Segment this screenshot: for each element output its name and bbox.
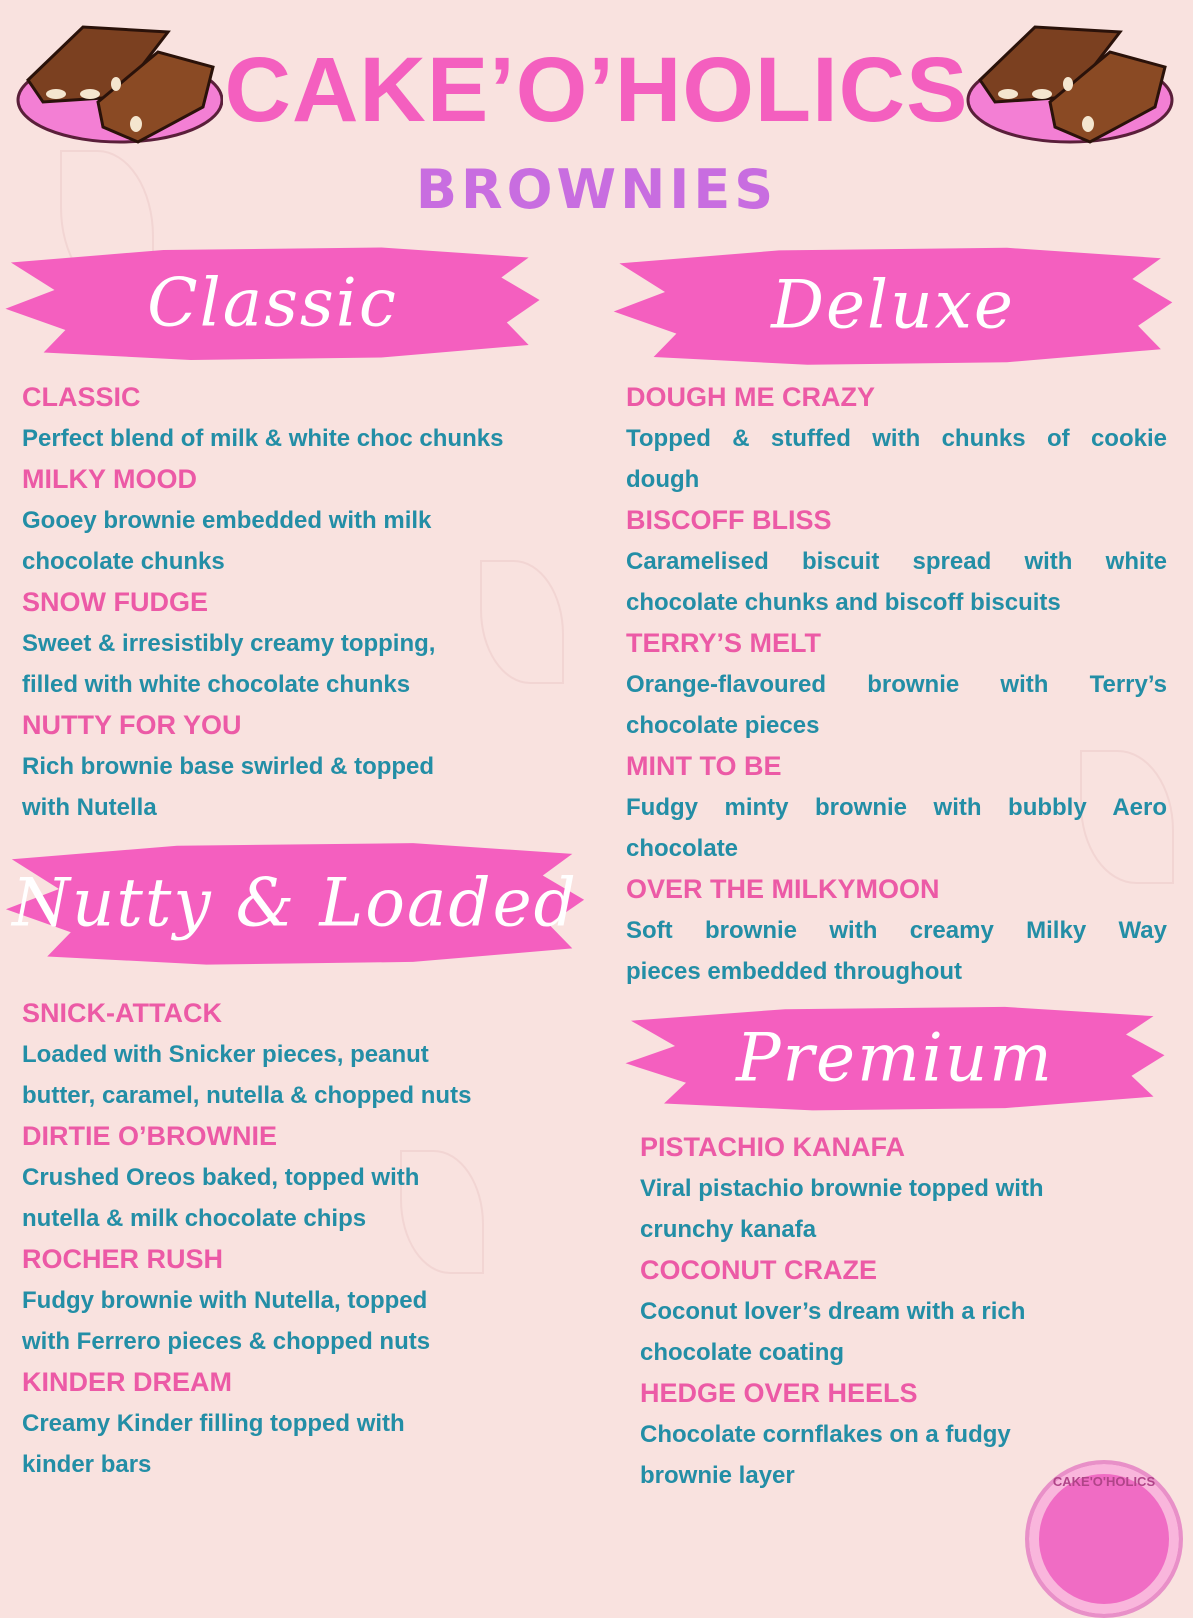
item-description: Creamy Kinder filling topped with — [22, 1410, 405, 1437]
item-description: Topped & stuffed with chunks of cookie — [626, 425, 1167, 452]
section-title: Deluxe — [771, 266, 1015, 344]
menu-item — [22, 993, 582, 1116]
menu-item — [22, 1239, 582, 1362]
item-description: filled with white chocolate chunks — [22, 671, 411, 698]
item-name: MILKY MOOD — [22, 464, 197, 494]
brand-logo — [1025, 1460, 1183, 1618]
item-description: Fudgy brownie with Nutella, topped — [22, 1287, 428, 1314]
menu-item — [640, 1127, 1140, 1250]
item-name: SNICK-ATTACK — [22, 998, 222, 1028]
item-description: kinder bars — [22, 1451, 152, 1478]
menu-item — [22, 377, 582, 459]
section-title: Premium — [736, 1019, 1054, 1096]
section-banner-nutty — [0, 835, 590, 970]
section-items-premium — [640, 1127, 1140, 1496]
section-title: Nutty & Loaded — [12, 864, 578, 941]
menu-item — [626, 869, 1167, 992]
section-items-nutty — [22, 993, 582, 1485]
item-name: OVER THE MILKYMOON — [626, 874, 940, 904]
item-name: KINDER DREAM — [22, 1367, 233, 1397]
item-description: Coconut lover’s dream with a rich — [640, 1298, 1026, 1325]
item-description: Soft brownie with creamy Milky Way — [626, 917, 1167, 944]
brand-title: CAKE’O’HOLICS — [224, 39, 969, 141]
menu-item — [22, 1362, 582, 1485]
menu-item — [626, 500, 1167, 623]
item-name: COCONUT CRAZE — [640, 1255, 877, 1285]
item-name: BISCOFF BLISS — [626, 505, 832, 535]
section-items-classic — [22, 377, 582, 828]
item-name: NUTTY FOR YOU — [22, 710, 242, 740]
section-title: Classic — [147, 264, 398, 341]
section-banner-classic — [0, 240, 545, 365]
item-description: Viral pistachio brownie topped with — [640, 1175, 1044, 1202]
item-description: with Nutella — [22, 794, 157, 821]
item-description: chocolate — [626, 835, 739, 862]
item-description: Crushed Oreos baked, topped with — [22, 1164, 420, 1191]
item-description: dough — [626, 466, 700, 493]
menu-item — [626, 623, 1167, 746]
item-description: chocolate chunks — [22, 548, 225, 575]
item-description: pieces embedded throughout — [626, 958, 963, 985]
item-description: Fudgy minty brownie with bubbly Aero — [626, 794, 1167, 821]
item-description: Caramelised biscuit spread with white — [626, 548, 1167, 575]
item-description: brownie layer — [640, 1462, 795, 1489]
logo-text: CAKE'O'HOLICS — [1052, 1474, 1156, 1489]
item-name: DIRTIE O’BROWNIE — [22, 1121, 277, 1151]
menu-item — [22, 705, 582, 828]
menu-item — [640, 1250, 1140, 1373]
item-description: Perfect blend of milk & white choc chunks — [22, 425, 504, 452]
menu-item — [22, 1116, 582, 1239]
menu-item — [626, 377, 1167, 500]
item-name: PISTACHIO KANAFA — [640, 1132, 906, 1162]
section-banner-premium — [620, 1000, 1170, 1115]
item-name: TERRY’S MELT — [626, 628, 821, 658]
item-description: Orange-flavoured brownie with Terry’s — [626, 671, 1167, 698]
item-description: chocolate pieces — [626, 712, 820, 739]
item-name: MINT TO BE — [626, 751, 782, 781]
item-name: SNOW FUDGE — [22, 587, 208, 617]
item-name: ROCHER RUSH — [22, 1244, 224, 1274]
item-description: Sweet & irresistibly creamy topping, — [22, 630, 436, 657]
item-description: Gooey brownie embedded with milk — [22, 507, 432, 534]
item-description: Chocolate cornflakes on a fudgy — [640, 1421, 1011, 1448]
item-name: DOUGH ME CRAZY — [626, 382, 875, 412]
menu-item — [22, 582, 582, 705]
menu-item — [626, 746, 1167, 869]
item-name: CLASSIC — [22, 382, 141, 412]
item-name: HEDGE OVER HEELS — [640, 1378, 918, 1408]
item-description: Loaded with Snicker pieces, peanut — [22, 1041, 429, 1068]
section-banner-deluxe — [608, 240, 1178, 370]
item-description: nutella & milk chocolate chips — [22, 1205, 367, 1232]
item-description: butter, caramel, nutella & chopped nuts — [22, 1082, 472, 1109]
section-items-deluxe — [626, 377, 1167, 992]
item-description: chocolate coating — [640, 1339, 845, 1366]
item-description: crunchy kanafa — [640, 1216, 817, 1243]
menu-item — [22, 459, 582, 582]
item-description: with Ferrero pieces & chopped nuts — [22, 1328, 431, 1355]
menu-subtitle: BROWNIES — [415, 158, 778, 221]
item-description: chocolate chunks and biscoff biscuits — [626, 589, 1061, 616]
item-description: Rich brownie base swirled & topped — [22, 753, 435, 780]
